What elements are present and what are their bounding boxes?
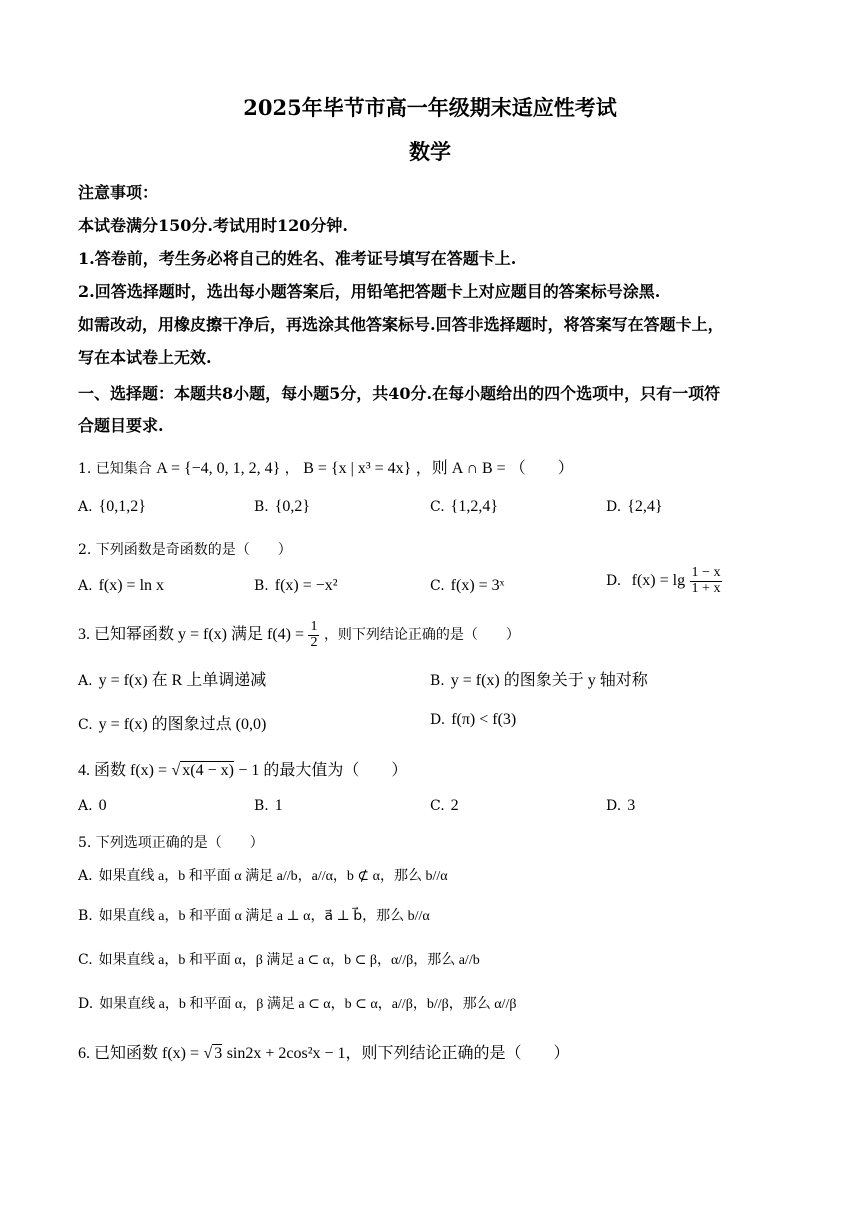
question-1-option-a (78, 498, 146, 516)
question-5-option-c (78, 949, 480, 969)
option-label: C. (78, 717, 93, 733)
option-text: 1 (274, 797, 283, 814)
option-text: 如果直线 a，b 和平面 α，β 满足 a ⊂ α，b ⊂ β，α//β，那么 a//b (98, 953, 480, 968)
question-4-option-d (606, 797, 635, 815)
question-5-stem: 5. 下列选项正确的是（ ） (78, 835, 264, 851)
option-label: A. (78, 798, 93, 814)
question-4-option-a (78, 797, 107, 815)
question-3-option-d (430, 711, 516, 729)
option-text: y = f(x) 的图象关于 y 轴对称 (450, 672, 648, 689)
question-1-option-b (254, 498, 310, 516)
notes-line-3: 2.回答选择题时，选出每小题答案后，用铅笔把答题卡上对应题目的答案标号涂黑. (78, 282, 661, 301)
question-6-prefix: 6. 已知函数 f(x) = (78, 1045, 200, 1062)
question-2-option-d (606, 566, 722, 596)
question-1-set-a: A = {−4, 0, 1, 2, 4} (156, 460, 281, 477)
question-4-option-c (430, 797, 459, 815)
option-text: {0,2} (274, 498, 311, 515)
option-label: A. (78, 499, 93, 515)
option-text: y = f(x) 在 R 上单调递减 (98, 672, 267, 689)
question-5-option-d (78, 993, 516, 1013)
sqrt-sign: √ (171, 762, 181, 779)
option-text: y = f(x) 的图象过点 (0,0) (98, 716, 267, 733)
radicand: x(4 − x) (182, 762, 234, 779)
option-label: D. (606, 499, 622, 515)
radicand: 3 (214, 1045, 223, 1062)
question-1-set-b: B = {x | x³ = 4x} (303, 460, 412, 477)
option-text: f(π) < f(3) (451, 711, 517, 728)
question-1-suffix: ，则 A ∩ B = （ ） (415, 460, 574, 477)
option-text: 3 (627, 797, 636, 814)
option-label: A. (78, 868, 93, 884)
option-label: D. (430, 712, 446, 728)
option-label: D. (606, 573, 622, 590)
subject-title: 数学 (409, 139, 451, 164)
question-1-prefix: 1. 已知集合 (78, 461, 152, 477)
option-label: C. (430, 499, 445, 515)
option-text: f(x) = −x² (274, 577, 338, 594)
option-text: 2 (450, 797, 459, 814)
question-6-suffix: sin2x + 2cos²x − 1，则下列结论正确的是（ ） (226, 1045, 570, 1062)
fraction-denominator: 2 (310, 634, 318, 650)
question-3-option-b (430, 667, 648, 690)
option-text: 如果直线 a，b 和平面 α，β 满足 a ⊂ α，b ⊂ α，a//β，b//β，那么 α//β (99, 997, 517, 1012)
question-3-stem (78, 620, 520, 650)
question-2-option-c (430, 577, 504, 595)
section-heading-line-1: 一、选择题：本题共8小题，每小题5分，共40分.在每小题给出的四个选项中，只有一项符 (78, 384, 721, 403)
exam-title: 2025年毕节市高一年级期末适应性考试 (243, 95, 617, 120)
option-text: f(x) = ln x (98, 577, 165, 594)
option-label: B. (254, 578, 269, 594)
option-label: C. (430, 578, 445, 594)
question-1-stem (78, 455, 574, 478)
option-label: D. (78, 996, 94, 1012)
option-label: A. (78, 578, 93, 594)
section-heading-line-2: 合题目要求. (78, 416, 164, 435)
question-3-prefix: 3. 已知幂函数 y = f(x) 满足 f(4) = (78, 626, 305, 644)
question-4-stem (78, 757, 407, 780)
option-text: {2,4} (627, 498, 663, 515)
question-1-comma: ， (284, 461, 299, 477)
question-4-suffix: − 1 的最大值为（ ） (238, 762, 408, 779)
question-5-option-a (78, 865, 448, 885)
notes-line-2: 1.答卷前，考生务必将自己的姓名、准考证号填写在答题卡上. (78, 249, 517, 268)
fraction (690, 566, 723, 596)
fraction-numerator: 1 − x (691, 565, 721, 580)
option-label: B. (254, 499, 269, 515)
question-4-prefix: 4. 函数 f(x) = (78, 762, 168, 779)
question-3-option-c (78, 711, 266, 734)
question-2-option-b (254, 577, 338, 595)
notes-line-5: 写在本试卷上无效. (78, 348, 212, 367)
option-text: f(x) = lg (631, 572, 686, 590)
sqrt-sign: √ (203, 1045, 213, 1062)
question-4-option-b (254, 797, 283, 815)
option-label: A. (78, 673, 93, 689)
fraction-denominator: 1 + x (691, 580, 721, 596)
option-label: D. (606, 798, 622, 814)
option-text: {1,2,4} (450, 498, 499, 515)
notes-line-1: 本试卷满分150分.考试用时120分钟. (78, 216, 348, 235)
option-label: C. (430, 798, 445, 814)
question-1-option-c (430, 498, 498, 516)
option-text: f(x) = 3ˣ (450, 577, 505, 594)
question-2-option-a (78, 577, 164, 595)
question-1-option-d (606, 498, 663, 516)
question-6-stem (78, 1040, 570, 1063)
option-text: 如果直线 a，b 和平面 α 满足 a ⊥ α，a⃗ ⊥ b⃗，那么 b//α (98, 909, 430, 924)
fraction-numerator: 1 (310, 619, 318, 634)
fraction (308, 620, 319, 650)
option-label: C. (78, 952, 93, 968)
notes-line-4: 如需改动，用橡皮擦干净后，再选涂其他答案标号.回答非选择题时，将答案写在答题卡上， (78, 315, 724, 334)
option-label: B. (254, 798, 269, 814)
option-label: B. (430, 673, 445, 689)
notes-heading: 注意事项： (78, 183, 159, 202)
option-text: 如果直线 a，b 和平面 α 满足 a//b，a//α，b ⊄ α，那么 b//α (98, 869, 448, 884)
option-label: B. (78, 908, 93, 924)
question-2-stem: 2. 下列函数是奇函数的是（ ） (78, 542, 292, 558)
question-3-suffix: ，则下列结论正确的是（ ） (323, 627, 520, 644)
question-5-option-b (78, 905, 430, 925)
option-text: {0,1,2} (98, 498, 146, 515)
option-text: 0 (98, 797, 107, 814)
question-3-option-a (78, 667, 266, 690)
